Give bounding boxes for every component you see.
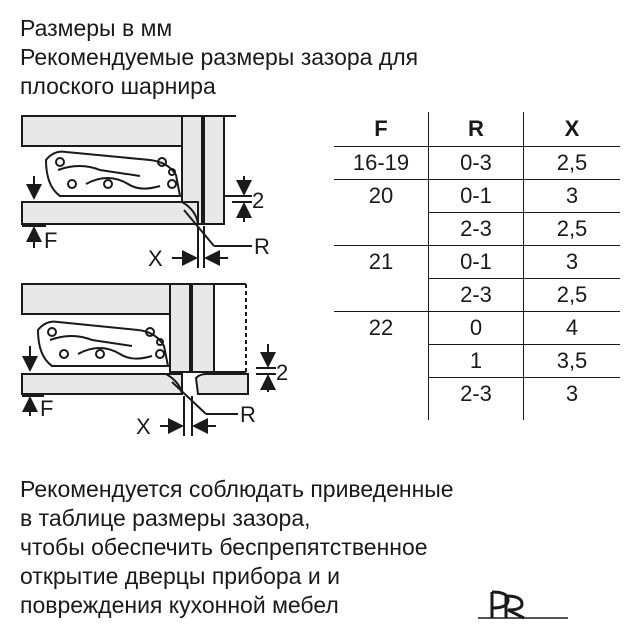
note-line-3: чтобы обеспечить беспрепятственное	[20, 534, 428, 560]
recommendation-note	[20, 475, 454, 620]
bottom-r-label: R	[240, 402, 256, 427]
note-line-4: открытие дверцы прибора и и	[20, 563, 340, 589]
cell-f	[334, 279, 429, 312]
cell-x: 2,5	[524, 147, 621, 180]
top-furniture-door	[22, 202, 198, 224]
top-r-label: R	[254, 234, 270, 259]
cell-r: 0	[429, 312, 524, 345]
table-row	[334, 213, 620, 246]
cell-r: 0-1	[429, 180, 524, 213]
cell-f: 20	[334, 180, 429, 213]
cell-x: 2,5	[524, 213, 621, 246]
cell-f	[334, 345, 429, 378]
cell-x: 2,5	[524, 279, 621, 312]
cell-x: 3	[524, 180, 621, 213]
table-row	[334, 147, 620, 180]
bottom-adjacent-panel	[196, 374, 248, 394]
table-row	[334, 345, 620, 378]
cell-f: 16-19	[352, 150, 410, 175]
table-row	[334, 312, 620, 345]
cell-r: 1	[429, 345, 524, 378]
cell-x: 3	[524, 378, 621, 421]
table-row	[334, 180, 620, 213]
top-x-label: X	[148, 246, 163, 271]
note-line-2: в таблице размеры зазора,	[20, 505, 311, 531]
top-gap-label: 2	[252, 188, 265, 213]
bottom-furniture-door	[22, 374, 182, 394]
cell-x: 4	[524, 312, 621, 345]
cell-x: 3,5	[524, 345, 621, 378]
header-x: X	[524, 112, 621, 147]
bottom-cabinet-wall	[170, 284, 190, 372]
table-header-row	[334, 112, 620, 147]
cell-r: 2-3	[429, 378, 524, 421]
header-f: F	[334, 112, 429, 147]
note-line-5: повреждения кухонной мебел	[20, 592, 339, 618]
table-row	[334, 378, 620, 421]
logo-icon	[478, 588, 568, 624]
title-line-3: плоского шарнира	[20, 73, 216, 99]
cell-x: 3	[524, 246, 621, 279]
bottom-x-label: X	[136, 414, 151, 439]
bottom-cabinet-panel	[22, 284, 170, 314]
gap-size-table	[334, 112, 620, 420]
note-line-1: Рекомендуется соблюдать приведенные	[20, 476, 454, 502]
cell-r: 0-1	[429, 246, 524, 279]
bottom-door	[192, 284, 214, 372]
cell-r: 2-3	[429, 279, 524, 312]
cell-f: 21	[334, 246, 429, 279]
top-f-label: F	[44, 228, 58, 253]
bottom-gap-label: 2	[276, 360, 289, 385]
table-row	[334, 279, 620, 312]
table-row	[334, 246, 620, 279]
cell-f: 22	[334, 312, 429, 345]
cell-f	[334, 378, 429, 421]
top-door	[204, 116, 224, 224]
cell-f	[334, 213, 429, 246]
title-line-2: Рекомендуемые размеры зазора для	[20, 44, 419, 70]
bottom-f-label: F	[40, 396, 54, 421]
title-line-1: Размеры в мм	[20, 15, 173, 41]
top-cabinet-panel	[22, 116, 182, 146]
cell-r: 0-3	[429, 147, 524, 180]
header-r: R	[429, 112, 524, 147]
cell-r: 2-3	[429, 213, 524, 246]
